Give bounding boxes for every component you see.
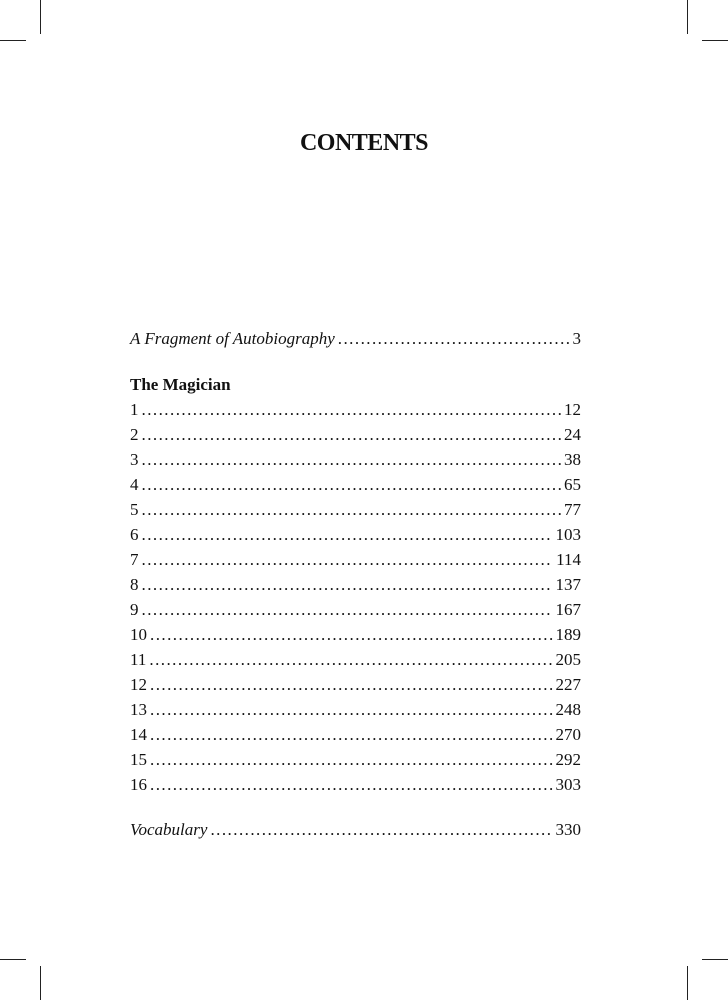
- crop-mark-bottom-right-horizontal: [702, 959, 728, 960]
- crop-mark-top-right-vertical: [687, 0, 688, 34]
- toc-entry-label: 3: [130, 450, 139, 469]
- toc-entry-chapter: [130, 772, 581, 797]
- toc-entry-label: 14: [130, 725, 147, 744]
- toc-entry-label: 12: [130, 675, 147, 694]
- toc-entry-chapter: [130, 647, 581, 672]
- toc-entry-chapter: [130, 572, 581, 597]
- toc-leader-dots: [142, 397, 562, 422]
- table-of-contents: [130, 326, 581, 842]
- toc-entry-page: 103: [555, 525, 581, 544]
- toc-entry-page: 137: [555, 575, 581, 594]
- toc-entry-page: 292: [555, 750, 581, 769]
- toc-entry-label: Vocabulary: [130, 820, 208, 839]
- toc-leader-dots: [142, 472, 562, 497]
- toc-leader-dots: [142, 572, 553, 597]
- toc-leader-dots: [150, 772, 553, 797]
- toc-entry-page: 65: [564, 475, 581, 494]
- toc-entry-label: 2: [130, 425, 139, 444]
- crop-mark-top-left-horizontal: [0, 40, 26, 41]
- toc-leader-dots: [210, 817, 552, 842]
- page-title: CONTENTS: [299, 130, 429, 156]
- crop-mark-top-right-horizontal: [702, 40, 728, 41]
- toc-leader-dots: [338, 326, 570, 351]
- toc-entry-label: 16: [130, 775, 147, 794]
- toc-leader-dots: [142, 597, 553, 622]
- crop-mark-bottom-left-vertical: [40, 966, 41, 1000]
- toc-leader-dots: [142, 447, 562, 472]
- chapter-list: [130, 397, 581, 797]
- toc-spacer: [130, 797, 581, 817]
- toc-entry-chapter: [130, 722, 581, 747]
- toc-entry-label: 15: [130, 750, 147, 769]
- toc-entry-label: 1: [130, 400, 139, 419]
- toc-entry-page: 77: [564, 500, 581, 519]
- toc-leader-dots: [142, 422, 562, 447]
- toc-entry-label: A Fragment of Autobiography: [130, 329, 335, 348]
- toc-entry-label: 11: [130, 650, 147, 669]
- toc-entry-label: 9: [130, 600, 139, 619]
- toc-leader-dots: [150, 672, 553, 697]
- toc-entry-page: 303: [555, 775, 581, 794]
- toc-entry-chapter: [130, 447, 581, 472]
- toc-entry-chapter: [130, 597, 581, 622]
- toc-entry-page: 270: [555, 725, 581, 744]
- toc-entry-chapter: [130, 497, 581, 522]
- toc-leader-dots: [150, 722, 553, 747]
- toc-entry-label: 4: [130, 475, 139, 494]
- toc-entry-page: 38: [564, 450, 581, 469]
- toc-leader-dots: [150, 697, 553, 722]
- toc-entry-chapter: [130, 697, 581, 722]
- toc-entry-label: 6: [130, 525, 139, 544]
- toc-leader-dots: [149, 647, 552, 672]
- toc-entry-chapter: [130, 522, 581, 547]
- toc-entry-chapter: [130, 422, 581, 447]
- toc-leader-dots: [142, 547, 554, 572]
- toc-leader-dots: [150, 747, 553, 772]
- crop-mark-bottom-right-vertical: [687, 966, 688, 1000]
- toc-entry-page: 12: [564, 400, 581, 419]
- toc-entry-page: 167: [555, 600, 581, 619]
- toc-entry-label: 8: [130, 575, 139, 594]
- toc-entry-chapter: [130, 747, 581, 772]
- toc-entry-page: 24: [564, 425, 581, 444]
- toc-leader-dots: [150, 622, 553, 647]
- toc-entry-page: 330: [555, 820, 581, 839]
- toc-entry-label: 13: [130, 700, 147, 719]
- toc-entry-page: 114: [556, 550, 581, 569]
- toc-entry-page: 189: [555, 625, 581, 644]
- toc-entry-chapter: [130, 397, 581, 422]
- toc-entry-page: 248: [555, 700, 581, 719]
- toc-entry-chapter: [130, 472, 581, 497]
- toc-leader-dots: [142, 497, 562, 522]
- toc-entry-chapter: [130, 547, 581, 572]
- toc-section-heading: The Magician: [130, 375, 231, 394]
- toc-entry-label: 7: [130, 550, 139, 569]
- toc-entry-label: 10: [130, 625, 147, 644]
- toc-entry-chapter: [130, 672, 581, 697]
- toc-leader-dots: [142, 522, 553, 547]
- toc-entry-vocabulary: [130, 817, 581, 842]
- toc-entry-page: 205: [555, 650, 581, 669]
- toc-entry-page: 3: [572, 329, 581, 348]
- toc-entry-page: 227: [555, 675, 581, 694]
- crop-mark-bottom-left-horizontal: [0, 959, 26, 960]
- crop-mark-top-left-vertical: [40, 0, 41, 34]
- toc-entry-autobiography: [130, 326, 581, 351]
- toc-entry-chapter: [130, 622, 581, 647]
- toc-entry-label: 5: [130, 500, 139, 519]
